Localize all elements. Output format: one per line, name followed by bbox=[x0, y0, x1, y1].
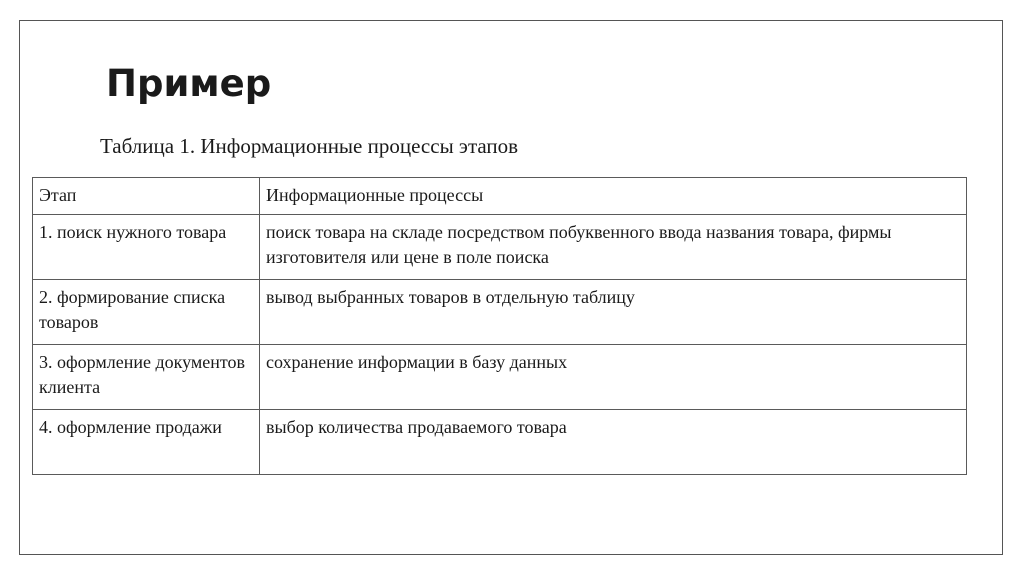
page-title: Пример bbox=[106, 62, 272, 105]
stage-cell: 3. оформление документов клиента bbox=[33, 345, 260, 410]
process-cell: выбор количества продаваемого товара bbox=[260, 410, 967, 475]
stage-cell: 4. оформление продажи bbox=[33, 410, 260, 475]
table-row bbox=[33, 410, 967, 475]
table-caption: Таблица 1. Информационные процессы этапов bbox=[100, 134, 519, 158]
process-cell: сохранение информации в базу данных bbox=[260, 345, 967, 410]
stages-table bbox=[32, 177, 967, 475]
stage-cell: 1. поиск нужного товара bbox=[33, 215, 260, 280]
process-cell: вывод выбранных товаров в отдельную таблицу bbox=[260, 280, 967, 345]
table-row bbox=[33, 280, 967, 345]
stage-cell: 2. формирование списка товаров bbox=[33, 280, 260, 345]
table-header-row bbox=[33, 178, 967, 215]
header-processes: Информационные процессы bbox=[260, 178, 967, 215]
table-row bbox=[33, 345, 967, 410]
process-cell: поиск товара на складе посредством побуквенного ввода названия товара, фирмы изготовителя или цене в поле поиска bbox=[260, 215, 967, 280]
header-stage: Этап bbox=[33, 178, 260, 215]
table-row bbox=[33, 215, 967, 280]
